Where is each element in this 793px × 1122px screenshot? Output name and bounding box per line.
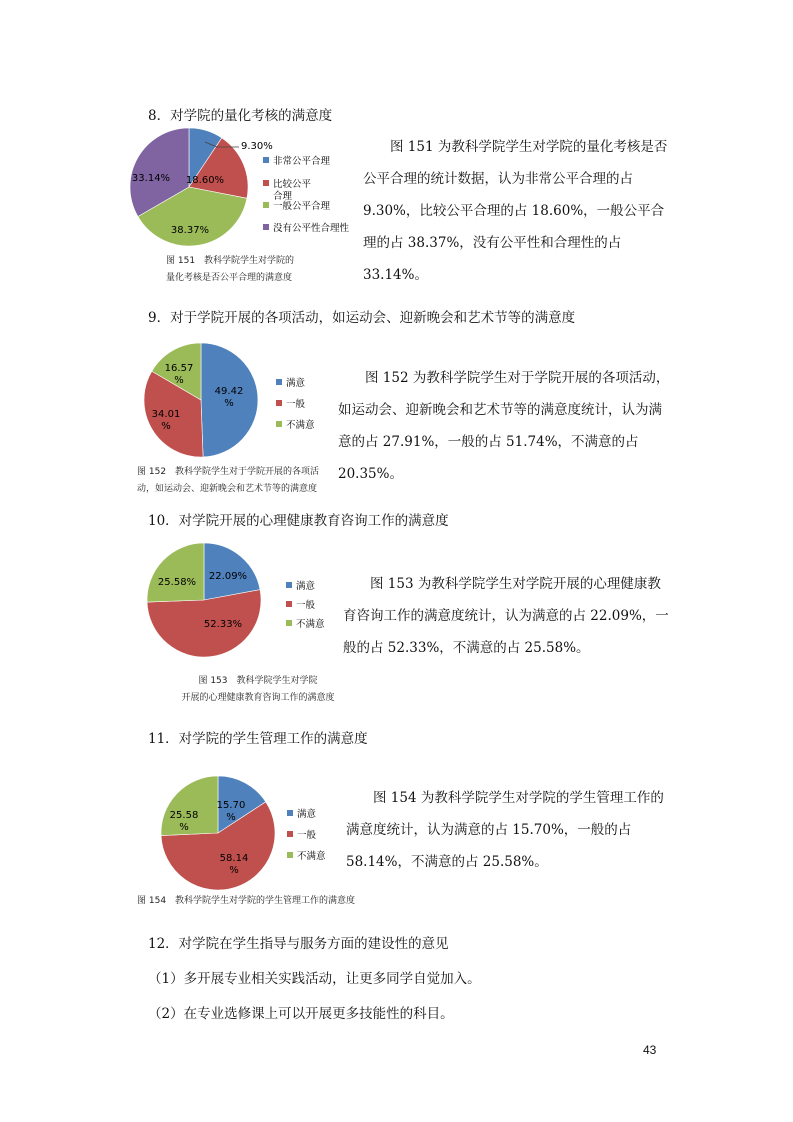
figure-152-paragraph: 图 152 为教科学院学生对于学院开展的各项活动，如运动会、迎新晚会和艺术节等的满意度统计，认为满意的占 27.91%，一般的占 51.74%，不满意的占 20.35%。 bbox=[338, 370, 670, 482]
data-label: 18.60% bbox=[185, 175, 225, 186]
legend-swatch bbox=[287, 831, 293, 837]
figure-151-caption: 图 151 教科学院学生对学院的 量化考核是否公平合理的满意度 bbox=[166, 256, 295, 283]
data-label: 33.14% bbox=[131, 173, 171, 184]
legend-swatch bbox=[263, 224, 269, 230]
pie-chart-154 bbox=[150, 770, 340, 895]
legend-swatch bbox=[276, 421, 282, 427]
legend-swatch bbox=[276, 400, 282, 406]
legend-label: 满意 bbox=[286, 378, 306, 389]
suggestion-item: （2）在专业选修课上可以开展更多技能性的科目。 bbox=[148, 1006, 454, 1022]
data-label: 15.70 bbox=[216, 800, 246, 811]
pie-chart-151 bbox=[127, 125, 362, 255]
section-10-heading: 10．对学院开展的心理健康教育咨询工作的满意度 bbox=[148, 513, 449, 529]
legend-swatch bbox=[263, 157, 269, 163]
legend-label: 不满意 bbox=[297, 851, 326, 862]
legend-swatch bbox=[287, 852, 293, 858]
data-label: % bbox=[179, 822, 189, 833]
pie-chart-153 bbox=[140, 536, 340, 672]
data-label: % bbox=[226, 812, 236, 823]
data-label: % bbox=[161, 421, 171, 432]
legend-label: 满意 bbox=[297, 809, 317, 820]
data-label: 38.37% bbox=[170, 225, 210, 236]
data-label: 22.09% bbox=[208, 571, 248, 582]
figure-154-paragraph: 图 154 为教科学院学生对学院的学生管理工作的满意度统计，认为满意的占 15.70%，一般的占 58.14%，不满意的占 25.58%。 bbox=[346, 790, 664, 870]
section-11-heading: 11．对学院的学生管理工作的满意度 bbox=[148, 731, 368, 747]
data-label: % bbox=[229, 865, 239, 876]
legend-swatch bbox=[287, 810, 293, 816]
legend-label: 非常公平合理 bbox=[273, 156, 331, 167]
pie-slice bbox=[147, 543, 204, 602]
data-label: % bbox=[224, 398, 234, 409]
legend-swatch bbox=[286, 601, 292, 607]
data-label: 16.57 bbox=[164, 363, 194, 374]
page-number: 43 bbox=[643, 1043, 657, 1057]
legend-swatch bbox=[276, 379, 282, 385]
data-label: 34.01 bbox=[151, 409, 181, 420]
suggestion-item: （1）多开展专业相关实践活动，让更多同学自觉加入。 bbox=[148, 971, 481, 987]
section-8-heading: 8．对学院的量化考核的满意度 bbox=[148, 108, 333, 124]
pie-chart-152 bbox=[136, 334, 336, 464]
pie-slice bbox=[161, 776, 218, 836]
figure-151-paragraph: 图 151 为教科学院学生对学院的量化考核是否公平合理的统计数据，认为非常公平合理的占 9.30%，比较公平合理的占 18.60%，一般公平合理的占 38.37%，没有公平性和合理性的占 33.14%。 bbox=[363, 139, 668, 283]
data-label: % bbox=[174, 375, 184, 386]
section-12-heading: 12．对学院在学生指导与服务方面的建设性的意见 bbox=[148, 936, 449, 952]
legend-swatch bbox=[286, 620, 292, 626]
figure-152-caption: 图 152 教科学院学生对于学院开展的各项活 动，如运动会、迎新晚会和艺术节等的满意度 bbox=[137, 467, 320, 494]
data-label: 52.33% bbox=[203, 619, 243, 630]
data-label: 9.30% bbox=[241, 141, 273, 152]
figure-153-paragraph: 图 153 为教科学院学生对学院开展的心理健康教育咨询工作的满意度统计，认为满意的占 22.09%，一般的占 52.33%，不满意的占 25.58%。 bbox=[343, 576, 669, 656]
data-label: 25.58 bbox=[169, 810, 199, 821]
figure-153-caption: 图 153 教科学院学生对学院 开展的心理健康教育咨询工作的满意度 bbox=[181, 676, 335, 703]
legend-label: 一般 bbox=[286, 399, 306, 410]
legend-label: 比较公平 bbox=[273, 179, 312, 190]
figure-154-caption: 图 154 教科学院学生对学院的学生管理工作的满意度 bbox=[137, 896, 356, 906]
data-label: 25.58% bbox=[157, 577, 197, 588]
legend-swatch bbox=[286, 582, 292, 588]
legend-swatch bbox=[263, 180, 269, 186]
section-9-heading: 9．对于学院开展的各项活动，如运动会、迎新晚会和艺术节等的满意度 bbox=[148, 310, 576, 326]
legend-label: 不满意 bbox=[286, 420, 315, 431]
legend-label: 一般 bbox=[297, 830, 317, 841]
legend-label: 没有公平性合理性 bbox=[273, 223, 350, 234]
data-label: 49.42 bbox=[214, 386, 244, 397]
legend-label: 合理 bbox=[273, 191, 293, 202]
legend-label: 不满意 bbox=[296, 619, 325, 630]
legend-label: 一般公平合理 bbox=[273, 201, 331, 212]
legend-label: 满意 bbox=[296, 581, 316, 592]
data-label: 58.14 bbox=[219, 853, 249, 864]
legend-label: 一般 bbox=[296, 600, 316, 611]
legend-swatch bbox=[263, 202, 269, 208]
